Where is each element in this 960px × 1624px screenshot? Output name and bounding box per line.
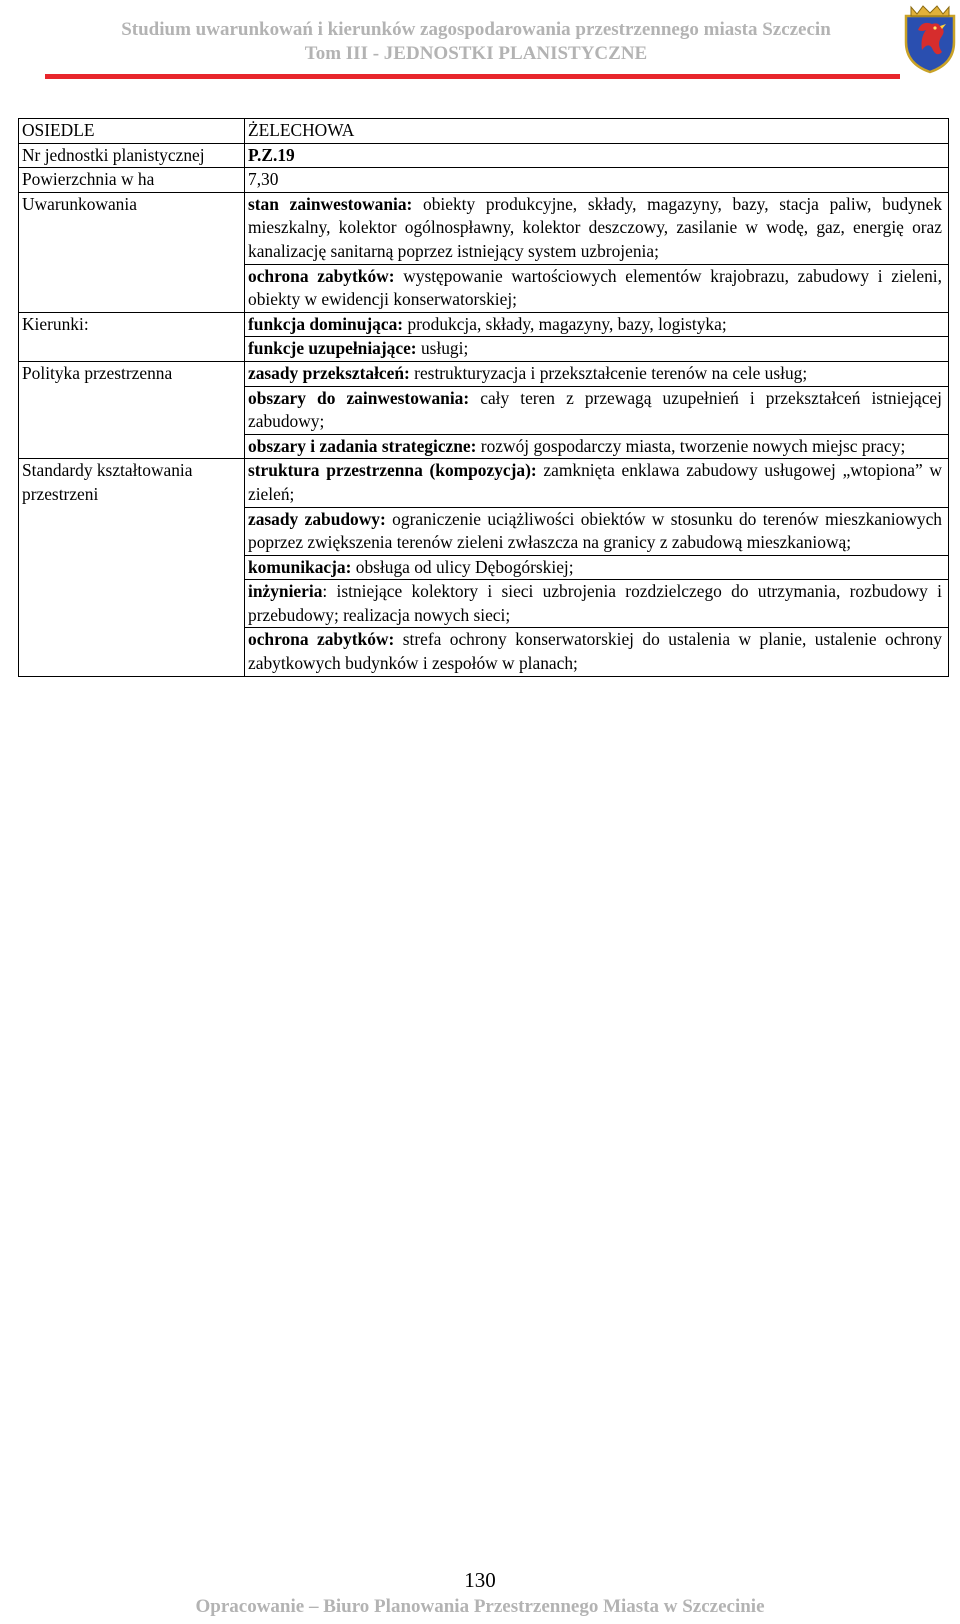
row-area	[19, 168, 949, 193]
kierunki-item: funkcja dominująca: produkcja, składy, magazyny, bazy, logistyka;	[245, 312, 949, 337]
row-polityka	[19, 361, 949, 386]
area-value: 7,30	[245, 168, 949, 193]
unit-number-label: Nr jednostki planistycznej	[19, 143, 245, 168]
standardy-item: zasady zabudowy: ograniczenie uciążliwości obiektów w stosunku do terenów mieszkaniowych poprzez zwiększenia terenów zieleni zwłaszcza na granicy z zabudową mieszkaniową;	[245, 507, 949, 555]
standardy-item: komunikacja: obsługa od ulicy Dębogórskiej;	[245, 555, 949, 580]
standardy-label: Standardy kształtowania przestrzeni	[19, 459, 245, 676]
page-number: 130	[464, 1568, 496, 1592]
document-title: Studium uwarunkowań i kierunków zagospodarowania przestrzennego miasta Szczecin	[121, 19, 831, 40]
page-header	[0, 0, 960, 90]
kierunki-item: funkcje uzupełniające: usługi;	[245, 337, 949, 362]
polityka-item: obszary i zadania strategiczne: rozwój gospodarczy miasta, tworzenie nowych miejsc pracy;	[245, 434, 949, 459]
row-kierunki	[19, 312, 949, 337]
kierunki-label: Kierunki:	[19, 312, 245, 361]
row-osiedle	[19, 119, 949, 144]
row-standardy	[19, 459, 949, 507]
row-unit-number	[19, 143, 949, 168]
polityka-label: Polityka przestrzenna	[19, 361, 245, 458]
header-rule	[45, 74, 900, 79]
standardy-item: ochrona zabytków: strefa ochrony konserwatorskiej do ustalenia w planie, ustalenie ochrony zabytkowych budynków i zespołów w planach;	[245, 628, 949, 676]
osiedle-value: ŻELECHOWA	[245, 119, 949, 144]
uwarunkowania-item: stan zainwestowania: obiekty produkcyjne, składy, magazyny, bazy, stacja paliw, budynek mieszkalny, kolektor ogólnospławny, kolektor deszczowy, zasilanie w wodę, gaz, energię oraz kanalizację sanitarną poprzez istniejący system uzbrojenia;	[245, 192, 949, 264]
area-label: Powierzchnia w ha	[19, 168, 245, 193]
standardy-item: struktura przestrzenna (kompozycja): zamknięta enklawa zabudowy usługowej „wtopiona” w zieleń;	[245, 459, 949, 507]
uwarunkowania-label: Uwarunkowania	[19, 192, 245, 312]
page-footer: Opracowanie – Biuro Planowania Przestrzennego Miasta w Szczecinie	[195, 1596, 765, 1617]
szczecin-coat-of-arms-icon	[902, 2, 958, 74]
polityka-item: zasady przekształceń: restrukturyzacja i przekształcenie terenów na cele usług;	[245, 361, 949, 386]
polityka-item: obszary do zainwestowania: cały teren z przewagą uzupełnień i przekształceń istniejącej zabudowy;	[245, 386, 949, 434]
planning-unit-table	[18, 118, 949, 677]
osiedle-label: OSIEDLE	[19, 119, 245, 144]
standardy-item: inżynieria: istniejące kolektory i sieci uzbrojenia rozdzielczego do utrzymania, rozbudowy i przebudowy; realizacja nowych sieci;	[245, 580, 949, 628]
row-uwarunkowania	[19, 192, 949, 264]
unit-number-value: P.Z.19	[245, 143, 949, 168]
volume-title: Tom III - JEDNOSTKI PLANISTYCZNE	[304, 43, 648, 64]
uwarunkowania-item: ochrona zabytków: występowanie wartościowych elementów krajobrazu, zabudowy i zieleni, obiekty w ewidencji konserwatorskiej;	[245, 264, 949, 312]
